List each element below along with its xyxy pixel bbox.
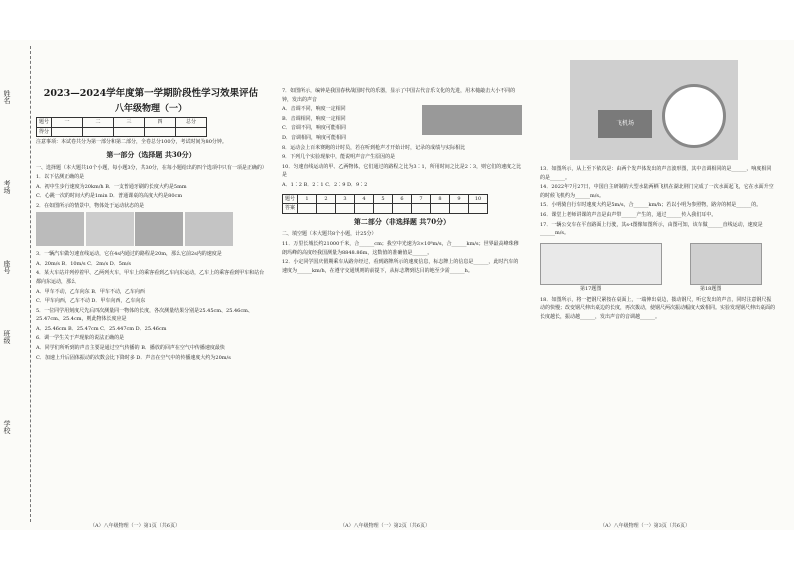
bianzhong-image [422,105,522,135]
answer-header: 5 [374,194,393,204]
answer-header: 3 [336,194,355,204]
answer-cell [431,204,450,214]
figures-17-18 [540,239,775,295]
question: 16．课堂上老师讲课的声音是由声带______产生的，通过______传入我们耳中。 [540,211,717,218]
answer-header: 7 [412,194,431,204]
answer-cell [450,204,469,214]
score-header: 四 [145,118,176,128]
question: C．心跳一次的时间大约是1min D．普通课桌的高度大约是80cm [36,193,183,200]
question: C．加速上升后固体振动的次数会比下降时多 D．声音在空气中的传播速度大约为20m/s [36,354,231,361]
question: 13．如图所示，从上至下依次是：由两个发声体发出的声音波形图，其中音调相同的是______，响度相同的是______。 [540,166,772,181]
score-cell [176,127,207,137]
answer-header: 2 [317,194,336,204]
binding-margin [6,46,31,522]
question: A．1∶2 B．2∶1 C．2∶9 D．9∶2 [282,181,368,188]
score-header: 三 [114,118,145,128]
score-header: 一 [52,118,83,128]
part1-heading: 第一部分（选择题 共30分） [106,149,196,159]
exam-title: 2023—2024学年度第一学期阶段性学习效果评估 [43,88,259,99]
score-header: 二 [83,118,114,128]
question: 17．一辆公交车在平直路面上行驶，其s-t图像如图所示，由图可知，该车做______直线运动，速度是______m/s。 [540,221,763,237]
score-header: 总分 [176,118,207,128]
question: 3．一辆汽车做匀速直线运动，它在4s内通过的路程是20m，那么它前2s内的速度是 [36,251,222,258]
question: 1．以下估测正确的是 [36,174,85,181]
question: A．初中生步行速度为20km/h B．一支普通牙刷的长度大约是5mm [36,183,187,190]
q2-image-b [86,212,134,246]
question: 8．运动会上百米赛跑的计时员，若在听到枪声才开始计时，记录的成绩与实际相比 [282,144,466,151]
answer-header: 9 [450,194,469,204]
exam-subtitle: 八年级物理（一） [114,103,187,114]
q2-images [36,212,266,250]
answer-cell [393,204,412,214]
answer-header: 6 [393,194,412,204]
answer-header: 10 [469,194,488,204]
answer-table [282,194,488,214]
question: 11．万里长城长约21000千米，合______cm；我空中光速为3×10⁸m/s，合______km/s；世界最高峰珠穆朗玛峰的高度经我国测量为8848.86m，这数值的准确值是______。 [282,240,519,256]
question: C．音调不同，响度可能相同 [282,125,346,132]
part2-desc: 二、填空题（本大题共8个小题，计25分） [282,231,377,238]
question: A．甲车不动，乙车向东 B．甲车不动，乙车向西 [36,288,145,295]
margin-label: 姓名 [3,90,11,104]
question: 4．某大车站并列停着甲、乙两列火车，甲车上的乘客看到乙车向东运动，乙车上的乘客看到甲车和站台都向东运动，那么 [36,270,265,285]
part1-desc: 一、选择题（本大题共10个小题，每小题3分，共30分，在每小题给出的四个选项中只有一项是正确的） [36,164,267,171]
margin-label: 座号 [3,260,11,274]
answer-row-label: 答案 [283,204,298,214]
page-1 [36,52,266,363]
answer-header: 1 [298,194,317,204]
fig17-caption: 第17题图 [580,285,602,292]
footer-page3: （A）八年级物理（一）第3页（共6页） [600,523,690,529]
question: D．音调相同，响度可能相同 [282,134,347,141]
answer-cell [298,204,317,214]
score-header: 题号 [37,118,52,128]
q2-image-c [135,212,183,246]
question: 10．匀速直线运动的甲、乙两物体，它们通过的路程之比为3∶1，所用时间之比是2∶3，则它们的速度之比是 [282,163,522,179]
speedometer-image [662,84,726,148]
answer-cell [317,204,336,214]
margin-label: 考场 [3,180,11,194]
score-cell [145,127,176,137]
question: 2．在如图所示的情景中，物体处于运动状态的是 [36,202,145,209]
question: 12．小定同学国庆假期乘车从路旁经过，看到路牌所示的速度信息，标志牌上的信息是______，此时汽车的速度为______km/h，在遵守交通规则的前提下，从标志牌到达目的地至少需______h。 [282,259,519,274]
answer-header: 4 [355,194,374,204]
score-row-label: 得分 [37,127,52,137]
answer-cell [469,204,488,214]
question: 15．小明骑自行车时速度大约是5m/s，合______km/h；若以小明为参照物，路旁的树是______的。 [540,202,762,209]
fig18-caption: 第18题图 [700,285,722,292]
question: C．甲车向西，乙车不动 D．甲车向西，乙车向东 [36,298,146,305]
page-2 [282,86,522,276]
score-cell [52,127,83,137]
question: 5．一位同学用刻度尺先后四次测量同一物体的长度，各次测量结果分别是25.45cm、25.46cm、25.47cm、25.4cm，则此物体长度应是 [36,307,253,323]
fig18-image [690,243,762,285]
airport-sign: 飞机场 [598,110,652,138]
score-table [36,117,207,137]
answer-cell [412,204,431,214]
score-cell [114,127,145,137]
footer-page2: （A）八年级物理（一）第2页（共6页） [340,523,430,529]
score-cell [83,127,114,137]
question: A．音调不同，响度一定相同 [282,106,346,113]
answer-cell [336,204,355,214]
question: 14．2022年7月27日，中国自主研制的大型水陆两栖飞机在湖北荆门完成了一次水面起飞，它在水面升空的时候飞机约为______m/s。 [540,184,774,199]
answer-header: 题号 [283,194,298,204]
margin-label: 班级 [3,330,11,344]
q2-image-a [36,212,84,246]
fig17-graph [540,243,662,285]
question: 7．如图所示，编钟是我国春秋战国时代的乐器，显示了中国古代音乐文化的先进，用木槌敲击大小不同的钟，发出的声音 [282,88,516,103]
notice: 注意事项：本试卷共分为第一部分和第二部分，全卷总分100分，考试时间为80分钟。 [36,139,227,146]
answer-cell [355,204,374,214]
answer-header: 8 [431,194,450,204]
question: A．同学们所听到的声音主要是通过空气传播的 B．播放的回声在空气中传播速度最快 [36,345,225,352]
page-3 [540,164,775,323]
question: A．25.46cm B．25.47cm C．25.447cm D．25.46cm [36,325,167,332]
footer-page1: （A）八年级物理（一）第1页（共6页） [90,523,180,529]
q2-image-d [185,212,233,246]
question: 18．如图所示，将一把钢尺紧按在桌面上，一端伸出桌边，拨动钢尺，听它发出的声音，同时注意钢尺振动的快慢；改变钢尺伸出桌边的长度，再次拨动，使钢尺两次振动幅度大致相同。实验发现钢尺伸出桌面的长度越长，振动越______，发出声音的音调越______。 [540,296,776,320]
question: 6．调一学生关于声现象的说法正确的是 [36,335,125,342]
part2-heading: 第二部分（非选择题 共70分） [353,216,451,226]
margin-label: 学校 [3,420,11,434]
question: B．音调相同，响度一定相同 [282,115,346,122]
question: A．20m/s B．10m/s C．2m/s D．5m/s [36,260,131,267]
question: 9．下列几个实验现象中，能说明声音产生原因的是 [282,154,396,161]
answer-cell [374,204,393,214]
